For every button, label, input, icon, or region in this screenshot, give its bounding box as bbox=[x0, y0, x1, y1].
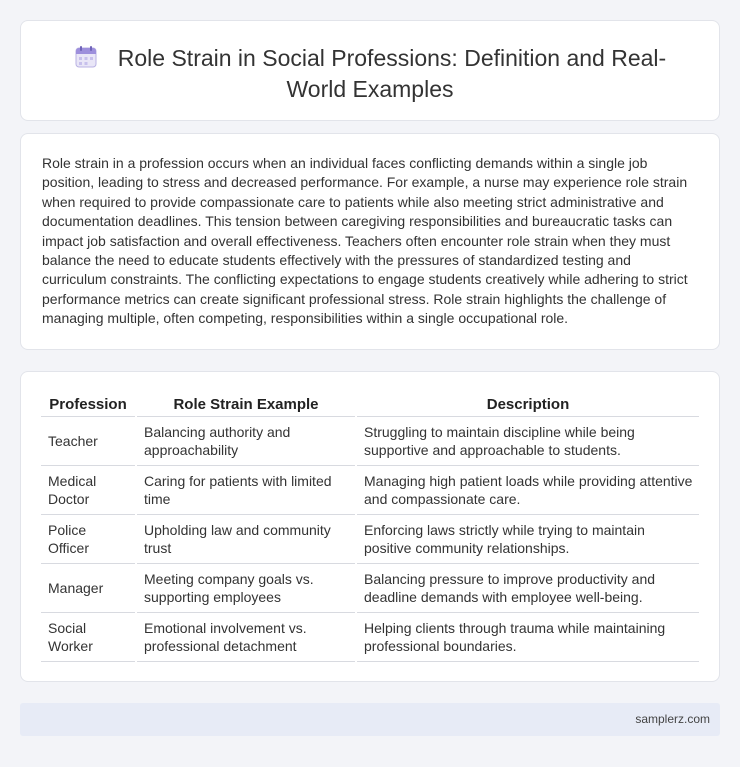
cell-profession: Medical Doctor bbox=[41, 466, 136, 515]
footer-site-link[interactable]: samplerz.com bbox=[635, 712, 710, 726]
role-strain-table bbox=[41, 394, 699, 662]
table-row bbox=[41, 515, 699, 564]
table-row bbox=[41, 417, 699, 466]
column-header-example: Role Strain Example bbox=[136, 394, 356, 417]
page-title: Role Strain in Social Professions: Definition and Real-World Examples bbox=[117, 45, 667, 102]
calendar-icon bbox=[74, 45, 98, 69]
intro-card bbox=[20, 133, 720, 350]
cell-description: Managing high patient loads while providing attentive and compassionate care. bbox=[356, 466, 699, 515]
cell-description: Helping clients through trauma while maintaining professional boundaries. bbox=[356, 613, 699, 662]
table-header-row bbox=[41, 394, 699, 417]
column-header-description: Description bbox=[356, 394, 699, 417]
cell-example: Caring for patients with limited time bbox=[136, 466, 356, 515]
cell-example: Meeting company goals vs. supporting employees bbox=[136, 564, 356, 613]
table-row bbox=[41, 564, 699, 613]
cell-example: Upholding law and community trust bbox=[136, 515, 356, 564]
cell-example: Balancing authority and approachability bbox=[136, 417, 356, 466]
cell-example: Emotional involvement vs. professional detachment bbox=[136, 613, 356, 662]
title-card bbox=[20, 20, 720, 121]
cell-profession: Teacher bbox=[41, 417, 136, 466]
page-title-wrap bbox=[61, 43, 679, 105]
intro-paragraph: Role strain in a profession occurs when an individual faces conflicting demands within a single job position, leading to stress and decreased performance. For example, a nurse may experience role strain when required to provide compassionate care to patients while also meeting strict administrative and documentation deadlines. This tension between caregiving responsibilities and bureaucratic tasks can impact job satisfaction and overall effectiveness. Teachers often encounter role strain when they must balance the need to educate students effectively with the pressures of standardized testing and curriculum constraints. The conflicting expectations to engage students creatively while adhering to strict performance metrics can create significant professional stress. Role strain highlights the challenge of managing multiple, often competing, responsibilities within a single occupational role. bbox=[42, 155, 688, 327]
cell-description: Struggling to maintain discipline while being supportive and approachable to students. bbox=[356, 417, 699, 466]
cell-profession: Social Worker bbox=[41, 613, 136, 662]
cell-profession: Manager bbox=[41, 564, 136, 613]
cell-profession: Police Officer bbox=[41, 515, 136, 564]
cell-description: Balancing pressure to improve productivity and deadline demands with employee well-being. bbox=[356, 564, 699, 613]
footer-bar bbox=[20, 703, 720, 736]
table-card bbox=[20, 371, 720, 682]
column-header-profession: Profession bbox=[41, 394, 136, 417]
table-row bbox=[41, 613, 699, 662]
table-row bbox=[41, 466, 699, 515]
cell-description: Enforcing laws strictly while trying to maintain positive community relationships. bbox=[356, 515, 699, 564]
